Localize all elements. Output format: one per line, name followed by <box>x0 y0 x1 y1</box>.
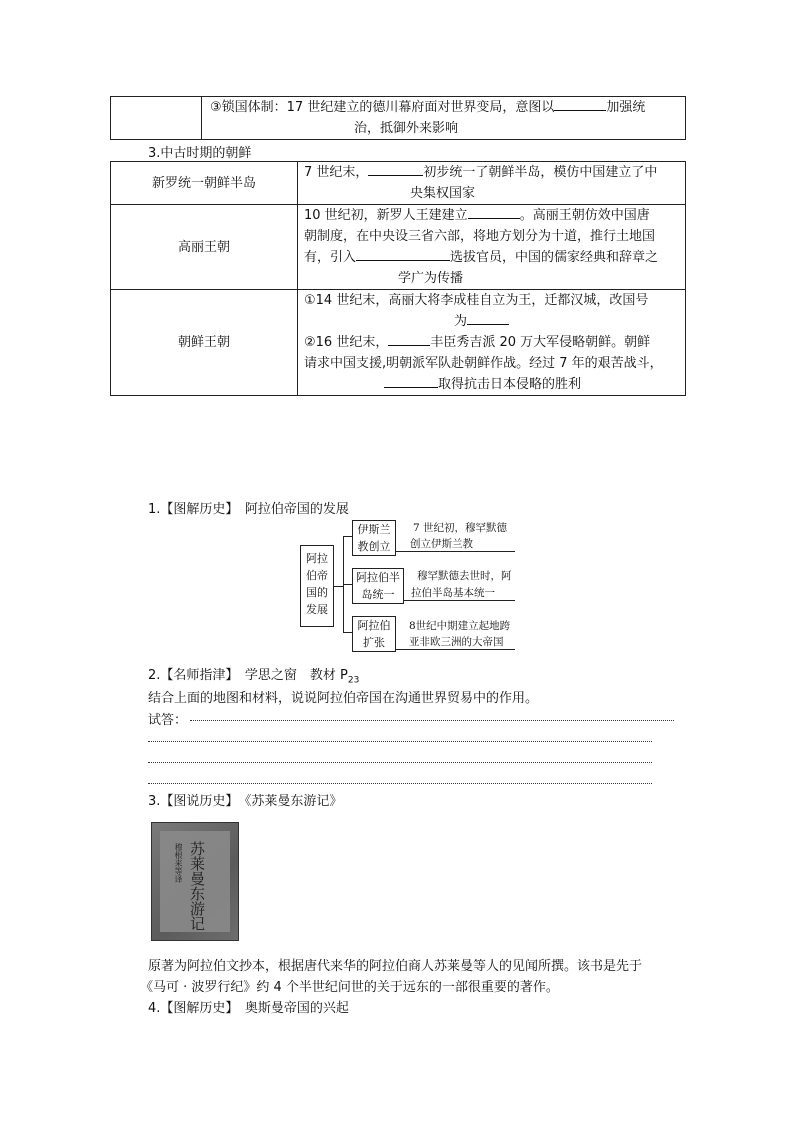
japan-table-continuation <box>110 96 686 140</box>
mindmap-root <box>300 545 334 627</box>
section2-question: 结合上面的地图和材料，说说阿拉伯帝国在沟通世界贸易中的作用。 <box>148 691 539 706</box>
goryeo-cell <box>298 205 686 290</box>
joseon-text-b: 为 <box>454 314 468 329</box>
mindmap-branch-label: 岛统一 <box>361 588 395 601</box>
joseon-text-c: ②16 世纪末， <box>304 335 389 350</box>
book-cover-photo <box>151 822 239 941</box>
mindmap-branch-box <box>352 568 404 604</box>
empty-label-cell <box>111 97 202 140</box>
mindmap-root-line: 国的 <box>306 586 328 599</box>
section3-paragraph-line1: 原著为阿拉伯文抄本，根据唐代来华的阿拉伯商人苏莱曼等人的见闻所撰。该书是先于 <box>148 959 643 974</box>
mindmap-root-line: 发展 <box>306 603 328 616</box>
silla-text-c: 央集权国家 <box>410 186 476 201</box>
mindmap-branch-text: 8世纪中期建立起地跨 <box>409 620 511 632</box>
seclusion-text-a: ③锁国体制：17 世纪建立的德川幕府面对世界变局，意图以 <box>210 100 555 115</box>
section3-paragraph-line2: 《马可 · 波罗行纪》约 4 个半世纪问世的关于远东的一部很重要的著作。 <box>140 980 559 995</box>
mindmap-branch-label: 教创立 <box>357 540 391 553</box>
joseon-text-f: 取得抗击日本侵略的胜利 <box>438 377 582 392</box>
mindmap-connector <box>343 536 352 537</box>
section2-heading-text: 2.【名师指津】 学思之窗 教材 P <box>148 668 348 683</box>
joseon-text-d: 丰臣秀吉派 20 万大军侵略朝鲜。朝鲜 <box>430 335 651 350</box>
mindmap-underline <box>395 551 515 552</box>
goryeo-text-a: 10 世纪初，新罗人王建建立 <box>304 208 468 223</box>
mindmap-branch-label: 扩张 <box>363 636 385 649</box>
answer-blank[interactable] <box>356 247 450 261</box>
mindmap-root-line: 阿拉 <box>306 552 328 565</box>
answer-line[interactable] <box>190 720 674 721</box>
goryeo-text-b: 。高丽王朝仿效中国唐 <box>519 208 650 223</box>
answer-blank[interactable] <box>384 374 438 388</box>
mindmap-connector <box>343 632 352 633</box>
silla-text-b: 初步统一了朝鲜半岛，模仿中国建立了中 <box>423 165 658 180</box>
goryeo-text-d: 有，引入 <box>304 250 357 265</box>
mindmap-branch-label: 阿拉伯 <box>357 619 391 632</box>
answer-blank[interactable] <box>368 162 423 176</box>
korea-heading: 3.中古时期的朝鲜 <box>148 146 252 161</box>
silla-text-a: 7 世纪末， <box>304 165 369 180</box>
mindmap-branch-label: 阿拉伯半 <box>356 571 400 584</box>
mindmap-branch-text: 拉伯半岛基本统一 <box>411 587 495 599</box>
mindmap-branch-label: 伊斯兰 <box>357 523 391 536</box>
seclusion-text-b: 加强统 <box>606 100 646 115</box>
answer-blank[interactable] <box>467 311 509 325</box>
mindmap-branch-text: 穆罕默德去世时，阿 <box>417 570 512 582</box>
korea-table <box>110 161 686 396</box>
mindmap-branch-box <box>352 520 396 556</box>
mindmap-connector <box>333 586 343 587</box>
section3-heading: 3.【图说历史】 《苏莱曼东游记》 <box>148 794 343 809</box>
seclusion-cell <box>202 97 686 140</box>
mindmap-root-line: 伯帝 <box>306 569 328 582</box>
answer-blank[interactable] <box>468 205 520 219</box>
mindmap-connector <box>343 584 352 585</box>
mindmap-underline <box>403 600 515 601</box>
goryeo-text-c: 朝制度，在中央设三省六部，将地方划分为十道，推行土地国 <box>304 229 656 244</box>
korea-row-label: 高丽王朝 <box>111 205 298 290</box>
silla-cell <box>298 162 686 205</box>
joseon-text-a: ①14 世纪末，高丽大将李成桂自立为王，迁都汉城，改国号 <box>304 293 649 308</box>
answer-line[interactable] <box>148 783 652 784</box>
book-cover-subtitle: 穆根来等译 <box>174 843 183 883</box>
joseon-text-e: 请求中国支援,明朝派军队赴朝鲜作战。经过 7 年的艰苦战斗， <box>304 356 663 371</box>
section2-heading <box>148 664 359 686</box>
answer-blank[interactable] <box>554 97 606 111</box>
mindmap-branch-text: 亚非欧三洲的大帝国 <box>409 636 504 648</box>
mindmap-branch-text: 7 世纪初，穆罕默德 <box>413 522 508 534</box>
seclusion-text-c: 治，抵御外来影响 <box>354 121 459 136</box>
answer-line[interactable] <box>148 741 652 742</box>
mindmap-branch-box <box>352 616 396 652</box>
answer-label: 试答： <box>148 713 188 728</box>
korea-row-label: 新罗统一朝鲜半岛 <box>111 162 298 205</box>
joseon-cell <box>298 290 686 396</box>
korea-row-label: 朝鲜王朝 <box>111 290 298 396</box>
section4-heading: 4.【图解历史】 奥斯曼帝国的兴起 <box>148 1001 349 1016</box>
goryeo-text-f: 学广为传播 <box>398 271 464 286</box>
section2-heading-page: 23 <box>347 675 360 686</box>
book-cover-title: 苏莱曼东游记 <box>188 841 206 931</box>
mindmap-branch-text: 创立伊斯兰教 <box>410 538 473 550</box>
goryeo-text-e: 选拔官员，中国的儒家经典和辞章之 <box>450 250 659 265</box>
answer-line[interactable] <box>148 762 652 763</box>
answer-blank[interactable] <box>388 332 430 346</box>
mindmap-underline <box>395 649 515 650</box>
section1-heading: 1.【图解历史】 阿拉伯帝国的发展 <box>148 502 349 517</box>
